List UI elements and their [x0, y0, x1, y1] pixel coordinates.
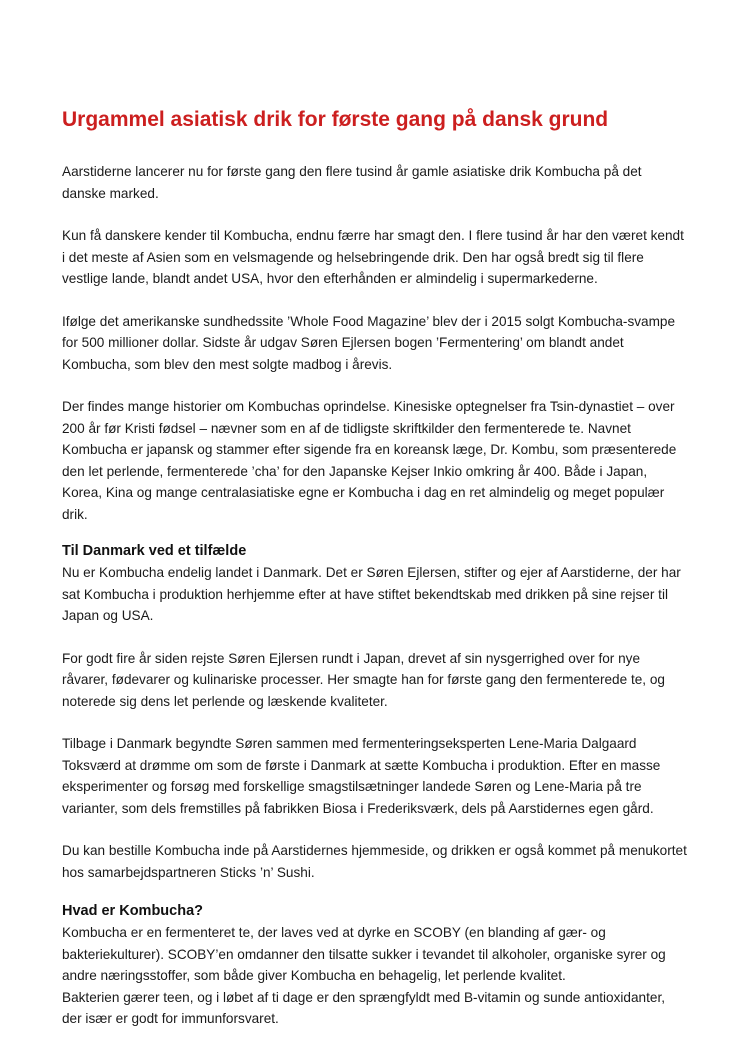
section2-paragraph-1: Kombucha er en fermenteret te, der laves ved at dyrke en SCOBY (en blanding af gær- og bakteriekulturer). SCOBY’en omdanner den tilsatte sukker i tevandet til alkoholer, organiske syrer og andre næringsstoffer, som både giver Kombucha en behagelig, let perlende kvalitet. [62, 925, 666, 983]
section-spacer [62, 883, 687, 900]
section-heading-hvad-er-kombucha: Hvad er Kombucha? [62, 903, 203, 919]
intro-paragraph-3: Ifølge det amerikanske sundhedssite ’Whole Food Magazine’ blev der i 2015 solgt Kombucha-svampe for 500 millioner dollar. Sidste år udgav Søren Ejlersen bogen ’Fermentering’ om blandt andet Kombucha, som blev den mest solgte madbog i årevis. [62, 313, 676, 372]
intro-paragraph-2: Kun få danskere kender til Kombucha, endnu færre har smagt den. I flere tusind år har den været kendt i det meste af Asien som en velsmagende og helsebringende drik. Den har også bredt sig til flere vestlige lande, blandt andet USA, hvor den efterhånden er almindelig i supermarkederne. [62, 228, 684, 286]
section1-paragraph-2: For godt fire år siden rejste Søren Ejlersen rundt i Japan, drevet af sin nysgerrighed over for nye råvarer, fødevarer og kulinariske processer. Her smagte han for første gang den fermenterede te, og noterede sig dens let perlende og læskende kvaliteter. [62, 650, 665, 709]
section2-paragraph-2: Bakterien gærer teen, og i løbet af ti dage er den sprængfyldt med B-vitamin og sunde antioxidanter, der især er godt for immunforsvaret. [62, 989, 665, 1026]
section-spacer [62, 525, 687, 540]
section1-paragraph-3: Tilbage i Danmark begyndte Søren sammen med fermenteringseksperten Lene-Maria Dalgaard Toksværd at drømme om som de første i Danmark at sætte Kombucha i produktion. Efter en masse eksperimenter og forsøg med forskellige smagstilsætninger landede Søren og Lene-Maria på tre varianter, som dels fremstilles på fabrikken Biosa i Frederiksværk, dels på Aarstidernes egen gård. [62, 736, 661, 816]
intro-paragraph-4: Der findes mange historier om Kombuchas oprindelse. Kinesiske optegnelser fra Tsin-dynastiet – over 200 år før Kristi fødsel – nævner som en af de tidligste skriftkilder den fermenterede te. Navnet Kombucha er japansk og stammer efter sigende fra en koreansk læge, Dr. Kombu, som præsenterede den let perlende, fermenterede ’cha’ for den Japanske Kejser Inkio omkring år 400. Både i Japan, Korea, Kina og mange centralasiatiske egne er Kombucha i dag en ret almindelig og meget populær drik. [62, 399, 677, 522]
article-title: Urgammel asiatisk drik for første gang på dansk grund [62, 108, 609, 131]
section-heading-til-danmark: Til Danmark ved et tilfælde [62, 543, 247, 559]
section1-paragraph-1: Nu er Kombucha endelig landet i Danmark. Det er Søren Ejlersen, stifter og ejer af Aarstiderne, der har sat Kombucha i produktion herhjemme efter at have stiftet bekendtskab med drikken på sine rejser til Japan og USA. [62, 565, 681, 623]
article-body [62, 104, 687, 1030]
intro-paragraph-1: Aarstiderne lancerer nu for første gang den flere tusind år gamle asiatiske drik Kombucha på det danske marked. [62, 164, 642, 201]
section1-paragraph-4: Du kan bestille Kombucha inde på Aarstidernes hjemmeside, og drikken er også kommet på menukortet hos samarbejdspartneren Sticks ’n’ Sushi. [62, 843, 687, 880]
